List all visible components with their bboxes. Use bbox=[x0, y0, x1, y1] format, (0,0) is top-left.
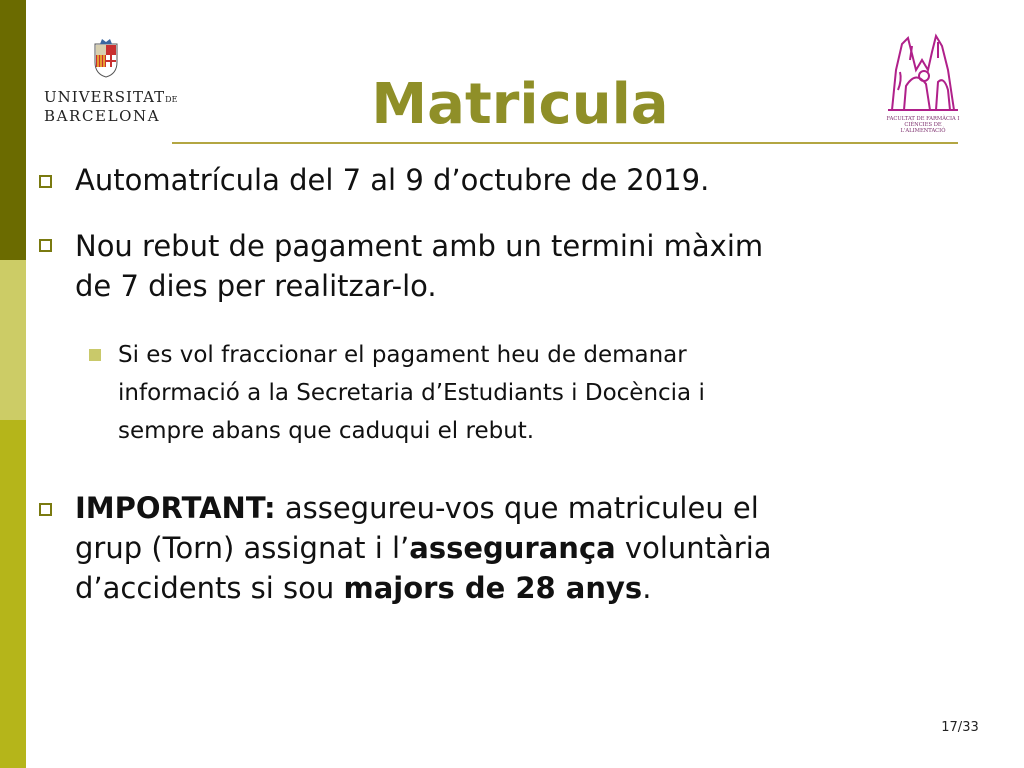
bullet-text: grup (Torn) assignat i l’ bbox=[75, 531, 410, 565]
hollow-square-bullet-icon bbox=[39, 503, 52, 516]
hollow-square-bullet-icon bbox=[39, 239, 52, 252]
sub-bullet-text-line: sempre abans que caduqui el rebut. bbox=[118, 418, 535, 444]
left-bar-olive-segment bbox=[0, 420, 26, 768]
left-accent-bar bbox=[0, 0, 26, 768]
bullet-item-important bbox=[75, 488, 975, 608]
bullet-text: Automatrícula del 7 al 9 d’octubre de 2019. bbox=[75, 163, 710, 197]
faculty-logo bbox=[882, 30, 964, 134]
emphasis-assegurança: assegurança bbox=[409, 531, 616, 565]
bullet-text: d’accidents si sou bbox=[75, 571, 344, 605]
slide-title: Matricula bbox=[371, 72, 669, 137]
faculty-caption bbox=[882, 116, 964, 134]
hollow-square-bullet-icon bbox=[39, 175, 52, 188]
emphasis-majors-28: majors de 28 anys bbox=[343, 571, 643, 605]
page-number: 17/33 bbox=[941, 720, 979, 735]
bullet-text-line: Nou rebut de pagament amb un termini màxim bbox=[75, 229, 764, 263]
sub-bullet-text-line: Si es vol fraccionar el pagament heu de demanar bbox=[118, 342, 687, 368]
university-logo bbox=[44, 38, 178, 125]
university-name-line2: BARCELONA bbox=[44, 107, 161, 125]
sub-bullet-item-fraccionar bbox=[118, 336, 958, 450]
left-bar-light-segment bbox=[0, 260, 26, 420]
bullet-item-automatricula bbox=[75, 160, 975, 200]
bullet-text: assegureu-vos que matriculeu el bbox=[275, 491, 759, 525]
filled-square-bullet-icon bbox=[89, 349, 101, 361]
bullet-text-line bbox=[75, 488, 975, 528]
faculty-crest-icon bbox=[882, 30, 964, 114]
important-label: IMPORTANT: bbox=[75, 491, 276, 525]
bullet-text-line: de 7 dies per realitzar-lo. bbox=[75, 269, 437, 303]
sub-bullet-text-line: informació a la Secretaria d’Estudiants i Docència i bbox=[118, 380, 705, 406]
university-shield-icon bbox=[92, 38, 120, 78]
title-underline bbox=[172, 142, 958, 144]
university-name-line1: UNIVERSITATDE bbox=[44, 88, 178, 106]
bullet-text-line bbox=[75, 528, 975, 568]
faculty-caption-line2: CIÈNCIES DE L'ALIMENTACIÓ bbox=[900, 122, 946, 134]
bullet-item-rebut bbox=[75, 226, 975, 306]
left-bar-dark-segment bbox=[0, 0, 26, 260]
bullet-text: voluntària bbox=[615, 531, 772, 565]
faculty-caption-line1: FACULTAT DE FARMÀCIA I bbox=[886, 116, 960, 122]
bullet-text: . bbox=[642, 571, 652, 605]
bullet-text-line bbox=[75, 568, 975, 608]
